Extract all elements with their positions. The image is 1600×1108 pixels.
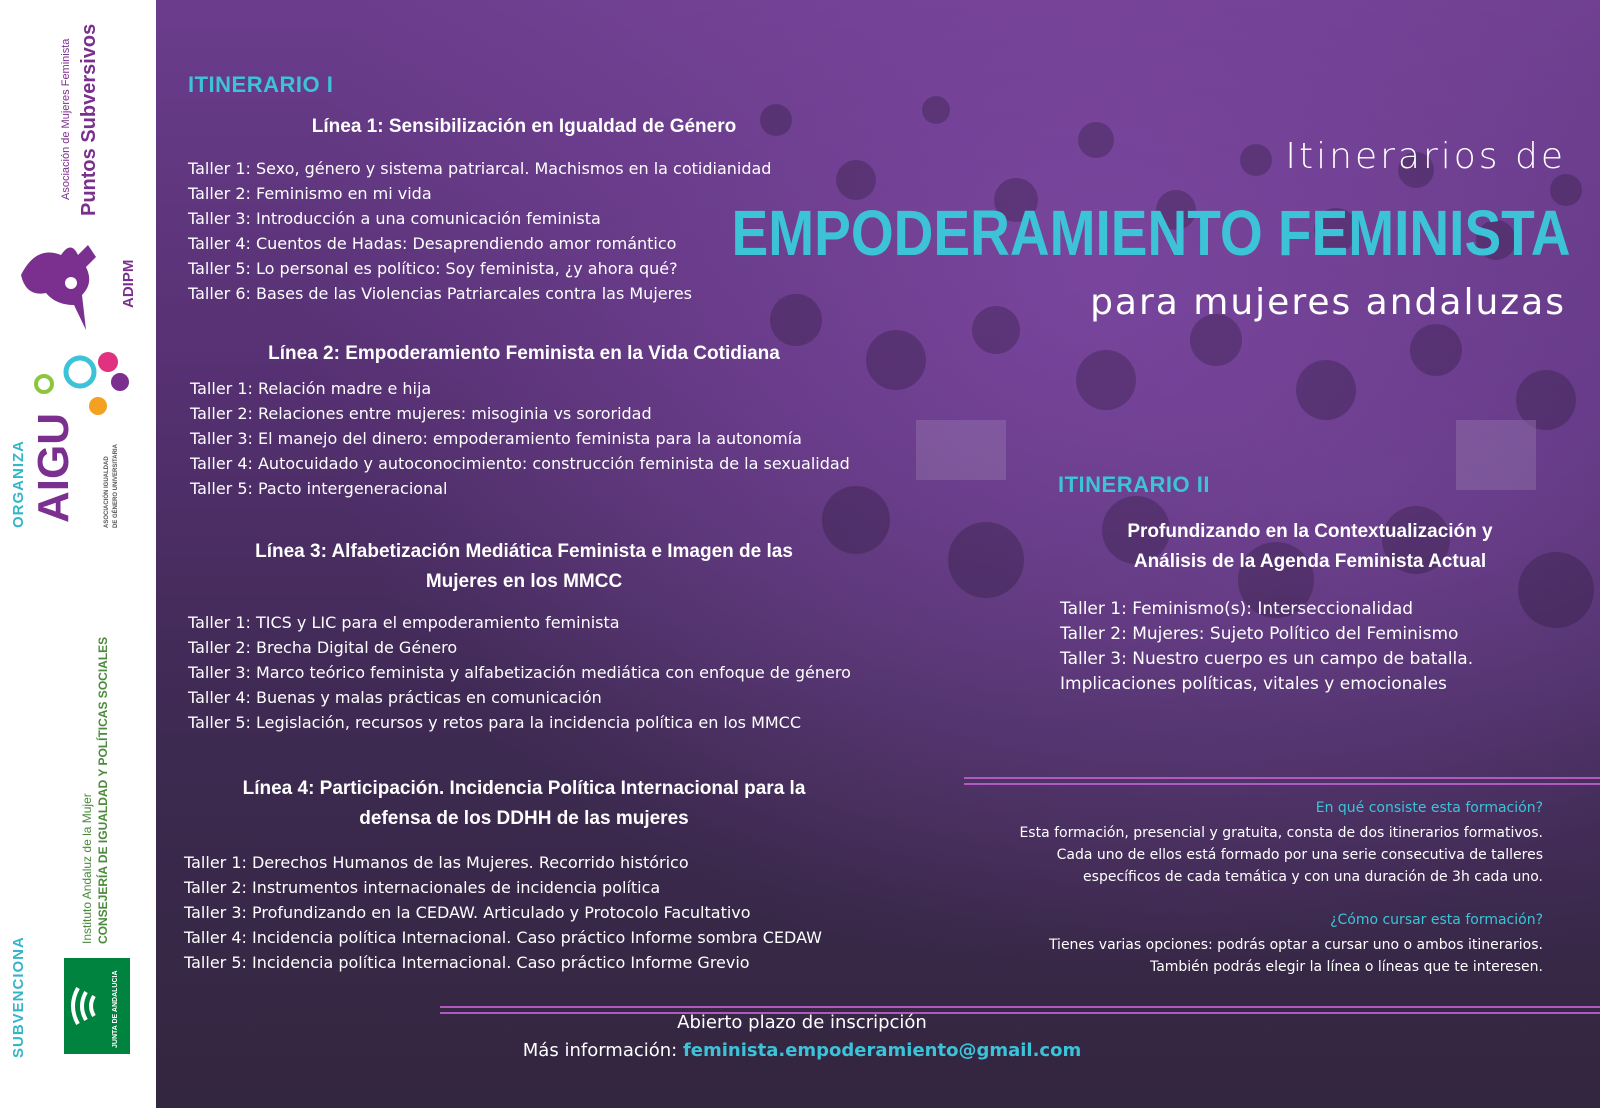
- more-info: [156, 1040, 1448, 1061]
- faq-question-1: En qué consiste esta formación?: [1315, 800, 1543, 816]
- aigu-logo-icon: [28, 348, 138, 528]
- linea-3-title-line-2: Mujeres en los MMCC: [425, 571, 623, 592]
- list-item: Taller 5: Pacto intergeneracional: [190, 479, 448, 498]
- more-info-label: Más información:: [522, 1040, 683, 1061]
- linea-4-title: [184, 774, 864, 834]
- hero-title-line-2: EMPODERAMIENTO FEMINISTA: [731, 197, 1570, 269]
- linea-4-title-line-2: defensa de los DDHH de las mujeres: [359, 808, 689, 829]
- puntos-subversivos-logo-icon: [16, 235, 126, 335]
- hero-title-line-3: para mujeres andaluzas: [1090, 282, 1566, 323]
- list-item: Taller 1: Sexo, género y sistema patriarcal. Machismos en la cotidianidad: [188, 159, 772, 178]
- list-item: Taller 4: Buenas y malas prácticas en comunicación: [188, 688, 602, 707]
- iam-name: Instituto Andaluz de la Mujer: [80, 793, 94, 944]
- faq-answer-1-line-3: específicos de cada temática y con una duración de 3h cada uno.: [1083, 869, 1543, 885]
- sidebar: [0, 0, 156, 1108]
- aigu-subtitle-2: DE GÉNERO UNIVERSITARIA: [113, 444, 119, 528]
- list-item: Taller 2: Brecha Digital de Género: [188, 638, 458, 657]
- list-item: Taller 1: Derechos Humanos de las Mujeres. Recorrido histórico: [184, 853, 689, 872]
- list-item: Taller 4: Cuentos de Hadas: Desaprendiendo amor romántico: [188, 234, 677, 253]
- faq-answer-2-line-2: También podrás elegir la línea o líneas que te interesen.: [1149, 959, 1543, 975]
- faq-answer-2-line-1: Tienes varias opciones: podrás optar a cursar uno o ambos itinerarios.: [1048, 937, 1543, 953]
- list-item: Taller 1: Relación madre e hija: [190, 379, 432, 398]
- list-item: Taller 3: El manejo del dinero: empoderamiento feminista para la autonomía: [190, 429, 802, 448]
- linea-3-title: [184, 537, 864, 597]
- faq-question-2: ¿Cómo cursar esta formación?: [1330, 912, 1543, 928]
- list-item: Taller 3: Introducción a una comunicación feminista: [188, 209, 601, 228]
- list-item: Taller 1: TICS y LIC para el empoderamiento feminista: [188, 613, 620, 632]
- linea-4-talleres: [184, 850, 822, 975]
- faq-answer-1: [1019, 822, 1543, 888]
- aigu-subtitle-1: ASOCIACIÓN IGUALDAD: [104, 456, 110, 528]
- junta-andalucia-logo: [64, 958, 130, 1054]
- svg-text:AIGU: AIGU: [29, 413, 78, 523]
- list-item: Taller 2: Relaciones entre mujeres: misoginia vs sororidad: [190, 404, 652, 423]
- main-panel: [156, 0, 1600, 1108]
- list-item: Taller 3: Marco teórico feminista y alfabetización mediática con enfoque de género: [188, 663, 851, 682]
- itinerario-2-title: [1046, 517, 1574, 577]
- linea-2-talleres: [190, 376, 850, 501]
- linea-1-title: Línea 1: Sensibilización en Igualdad de Género: [311, 116, 737, 137]
- divider: [964, 783, 1600, 785]
- hero-title-line-1: Itinerarios de: [1285, 136, 1566, 177]
- consejeria-name: CONSEJERÍA DE IGUALDAD Y POLÍTICAS SOCIALES: [96, 636, 110, 944]
- junta-andalucia-emblem-icon: [64, 958, 130, 1054]
- faq-answer-1-line-1: Esta formación, presencial y gratuita, consta de dos itinerarios formativos.: [1019, 825, 1543, 841]
- list-item: Taller 1: Feminismo(s): Interseccionalidad: [1060, 599, 1414, 619]
- itinerario-1-heading: ITINERARIO I: [188, 72, 334, 97]
- divider: [440, 1006, 1600, 1008]
- list-item: Taller 5: Incidencia política Internacional. Caso práctico Informe Grevio: [184, 953, 750, 972]
- itinerario-2-title-line-1: Profundizando en la Contextualización y: [1127, 521, 1493, 542]
- faq-answer-1-line-2: Cada uno de ellos está formado por una serie consecutiva de talleres: [1056, 847, 1543, 863]
- itinerario-2-title-line-2: Análisis de la Agenda Feminista Actual: [1133, 551, 1487, 572]
- faq-answer-2: [1049, 934, 1543, 978]
- adipm-label: ADIPM: [120, 259, 137, 308]
- list-item: Taller 2: Feminismo en mi vida: [188, 184, 432, 203]
- linea-1-talleres: [188, 156, 771, 306]
- list-item: Taller 3: Profundizando en la CEDAW. Articulado y Protocolo Facultativo: [184, 903, 751, 922]
- list-item: Taller 2: Mujeres: Sujeto Político del Feminismo: [1060, 624, 1459, 644]
- puntos-subversivos-subtitle: Asociación de Mujeres Feminista: [60, 38, 72, 200]
- organiza-label: ORGANIZA: [10, 440, 27, 528]
- divider: [964, 777, 1600, 779]
- list-item: Taller 6: Bases de las Violencias Patriarcales contra las Mujeres: [188, 284, 693, 303]
- linea-3-title-line-1: Línea 3: Alfabetización Mediática Feminista e Imagen de las: [255, 541, 793, 562]
- itinerario-2-heading: ITINERARIO II: [1058, 472, 1210, 497]
- subvenciona-label: SUBVENCIONA: [10, 936, 27, 1058]
- list-item: Taller 5: Legislación, recursos y retos para la incidencia política en los MMCC: [188, 713, 802, 732]
- puntos-subversivos-name: Puntos Subversivos: [78, 23, 100, 216]
- itinerario-2-talleres: [1060, 597, 1473, 697]
- list-item: Taller 2: Instrumentos internacionales de incidencia política: [184, 878, 661, 897]
- linea-2-title: Línea 2: Empoderamiento Feminista en la Vida Cotidiana: [268, 343, 780, 364]
- list-item: Taller 3: Nuestro cuerpo es un campo de batalla.: [1060, 649, 1474, 669]
- list-item: Implicaciones políticas, vitales y emocionales: [1060, 674, 1447, 694]
- junta-andalucia-label: JUNTA DE ANDALUCIA: [112, 970, 119, 1048]
- list-item: Taller 4: Autocuidado y autoconocimiento: construcción feminista de la sexualidad: [190, 454, 850, 473]
- linea-4-title-line-1: Línea 4: Participación. Incidencia Política Internacional para la: [242, 778, 806, 799]
- registration-notice: Abierto plazo de inscripción: [677, 1012, 927, 1033]
- linea-3-talleres: [188, 610, 851, 735]
- list-item: Taller 5: Lo personal es político: Soy feminista, ¿y ahora qué?: [188, 259, 678, 278]
- contact-email-link[interactable]: feminista.empoderamiento@gmail.com: [682, 1040, 1082, 1061]
- list-item: Taller 4: Incidencia política Internacional. Caso práctico Informe sombra CEDAW: [184, 928, 822, 947]
